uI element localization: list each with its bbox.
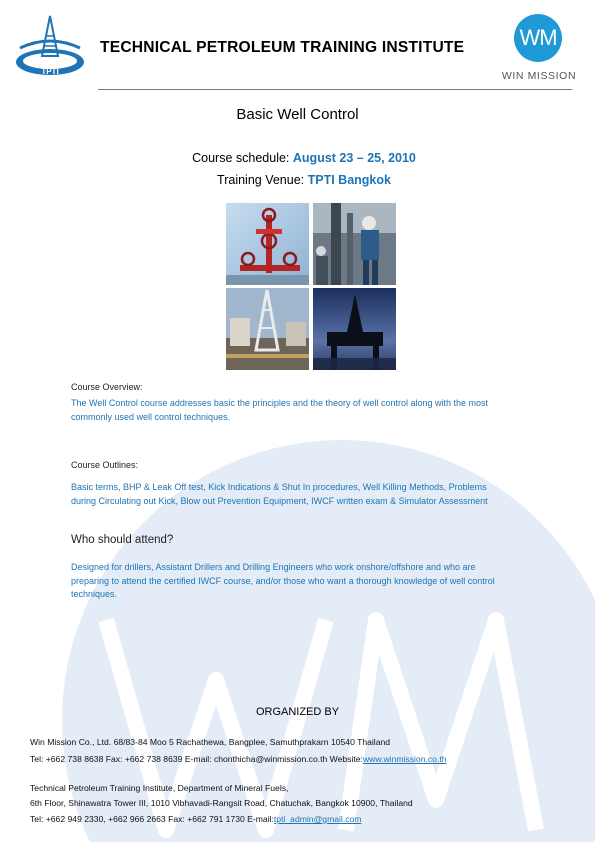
training-venue (0, 173, 595, 187)
overview-label: Course Overview: (71, 382, 143, 392)
wm-contact (30, 754, 447, 764)
outlines-label: Course Outlines: (71, 460, 139, 470)
institute-title: TECHNICAL PETROLEUM TRAINING INSTITUTE (100, 39, 465, 56)
who-line: Designed for drillers, Assistant Drillers and Drilling Engineers who work onshore/offshore and who are (71, 562, 476, 572)
overview-text (71, 396, 541, 424)
tpti-logo-icon (12, 14, 88, 78)
outlines-line: during Circulating out Kick, Blow out Prevention Equipment, IWCF written exam & Simulator Assessment (71, 496, 488, 506)
tpti-address: 6th Floor, Shinawatra Tower III, 1010 Vibhavadi-Rangsit Road, Chatuchak, Bangkok 10900, Thailand (30, 798, 413, 808)
wm-badge-icon: WM (514, 14, 562, 62)
who-attend-heading: Who should attend? (71, 534, 174, 546)
svg-text:TPTI: TPTI (41, 67, 59, 76)
course-title: Basic Well Control (236, 106, 359, 123)
course-schedule (0, 151, 595, 165)
overview-line: commonly used well control techniques. (71, 412, 231, 422)
who-attend-text (71, 561, 541, 602)
tpti-contact-text: Tel: +662 949 2330, +662 966 2663 Fax: +662 791 1730 E-mail: (30, 814, 274, 824)
wm-address: Win Mission Co., Ltd. 68/83-84 Moo 5 Rachathewa, Bangplee, Samuthprakarn 10540 Thailand (30, 737, 391, 747)
tpti-name: Technical Petroleum Training Institute, Department of Mineral Fuels, (30, 783, 289, 793)
wm-logo-name: WIN MISSION (501, 70, 577, 82)
outlines-line: Basic terms, BHP & Leak Off test, Kick Indications & Shut In procedures, Well Killing Methods, Problems (71, 482, 487, 492)
organized-by: ORGANIZED BY (255, 706, 340, 718)
offshore-rig-icon (313, 288, 396, 370)
wm-website-link[interactable]: www.winmission.co.th (362, 754, 447, 764)
tpti-email-link[interactable]: tpti_admin@gmail.com (273, 814, 362, 824)
drill-floor-icon (226, 288, 309, 370)
overview-line: The Well Control course addresses basic the principles and the theory of well control along with the most (71, 398, 489, 408)
wellhead-valve-icon (226, 203, 309, 285)
outlines-text (71, 480, 541, 508)
tpti-contact (30, 814, 361, 824)
win-mission-logo (494, 14, 584, 84)
who-line: preparing to attend the certified IWCF course, and/or those who want a thorough knowledge of well control (71, 575, 495, 586)
drill-workers-icon (313, 203, 396, 285)
venue-label: Training Venue: (217, 173, 305, 187)
wm-contact-text: Tel: +662 738 8638 Fax: +662 738 8639 E-mail: chonthicha@winmission.co.th Website: (30, 754, 363, 764)
header-divider (98, 89, 572, 90)
schedule-value: August 23 – 25, 2010 (292, 151, 416, 165)
who-line: techniques. (71, 589, 118, 599)
schedule-label: Course schedule: (192, 151, 290, 165)
venue-value: TPTI Bangkok (307, 173, 391, 187)
